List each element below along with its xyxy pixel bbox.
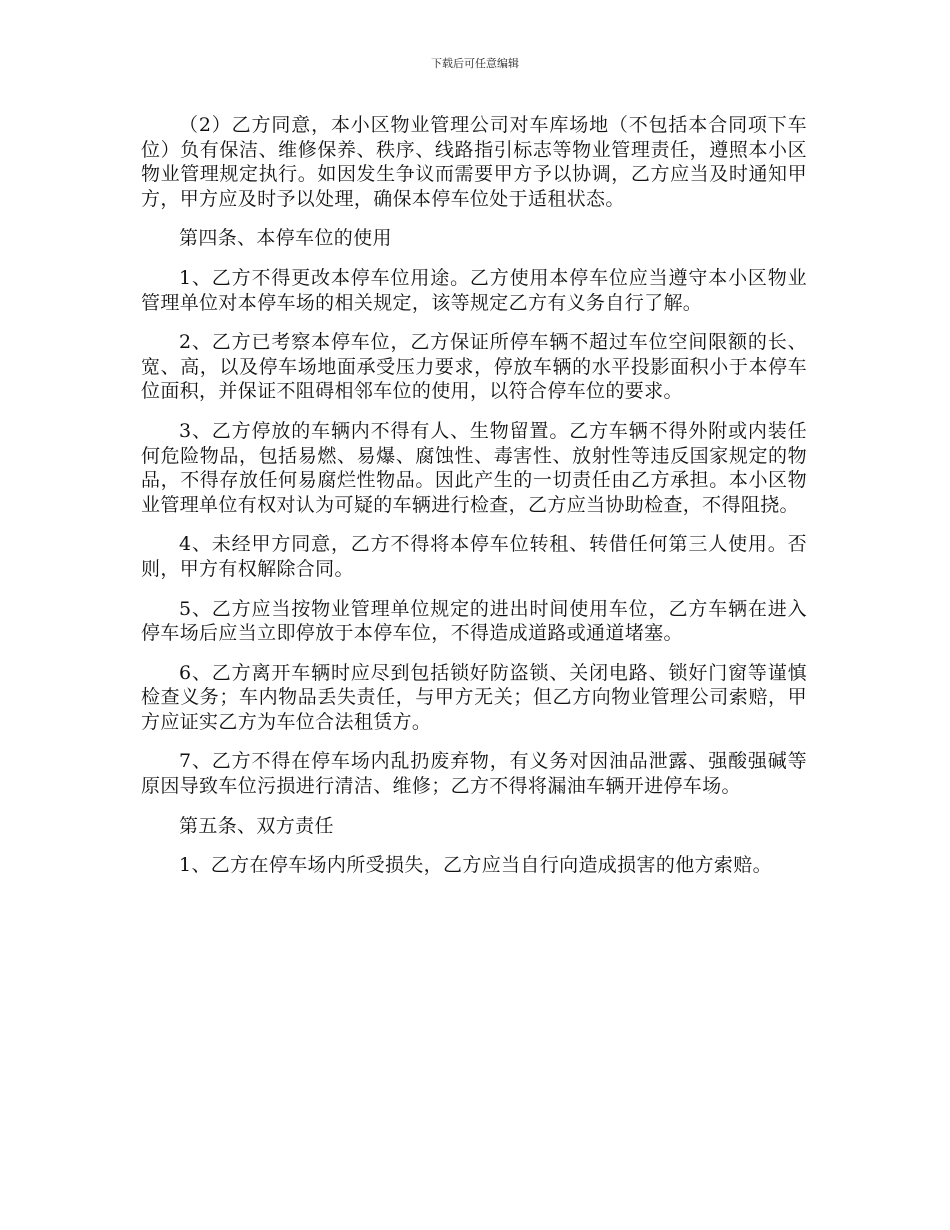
- paragraph-article-4-item-1: 1、乙方不得更改本停车位用途。乙方使用本停车位应当遵守本小区物业管理单位对本停车场的相关规定，该等规定乙方有义务自行了解。: [141, 266, 807, 314]
- page-header: 下载后可任意编辑: [431, 57, 519, 70]
- paragraph-clause-3-2: （2）乙方同意，本小区物业管理公司对车库场地（不包括本合同项下车位）负有保洁、维修保养、秩序、线路指引标志等物业管理责任，遵照本小区物业管理规定执行。如因发生争议而需要甲方予以协调，乙方应当及时通知甲方，甲方应及时予以处理，确保本停车位处于适租状态。: [141, 114, 807, 210]
- paragraph-article-4-item-3: 3、乙方停放的车辆内不得有人、生物留置。乙方车辆不得外附或内装任何危险物品，包括易燃、易爆、腐蚀性、毒害性、放射性等违反国家规定的物品，不得存放任何易腐烂性物品。因此产生的一切责任由乙方承担。本小区物业管理单位有权对认为可疑的车辆进行检查，乙方应当协助检查，不得阻挠。: [141, 419, 807, 516]
- section-heading-article-5: 第五条、双方责任: [179, 814, 334, 837]
- paragraph-article-5-item-1: 1、乙方在停车场内所受损失，乙方应当自行向造成损害的他方索赔。: [179, 854, 772, 877]
- paragraph-article-4-item-5: 5、乙方应当按物业管理单位规定的进出时间使用车位，乙方车辆在进入停车场后应当立即停放于本停车位，不得造成道路或通道堵塞。: [141, 597, 807, 645]
- document-body: [141, 113, 807, 893]
- paragraph-article-4-item-2: 2、乙方已考察本停车位，乙方保证所停车辆不超过车位空间限额的长、宽、高，以及停车场地面承受压力要求，停放车辆的水平投影面积小于本停车位面积，并保证不阻碍相邻车位的使用，以符合停车位的要求。: [141, 331, 807, 403]
- paragraph-article-4-item-7: 7、乙方不得在停车场内乱扔废弃物，有义务对因油品泄露、强酸强碱等原因导致车位污损进行清洁、维修；乙方不得将漏油车辆开进停车场。: [141, 750, 807, 798]
- paragraph-article-4-item-4: 4、未经甲方同意，乙方不得将本停车位转租、转借任何第三人使用。否则，甲方有权解除合同。: [141, 533, 807, 580]
- section-heading-article-4: 第四条、本停车位的使用: [179, 227, 392, 250]
- paragraph-article-4-item-6: 6、乙方离开车辆时应尽到包括锁好防盗锁、关闭电路、锁好门窗等谨慎检查义务；车内物品丢失责任，与甲方无关；但乙方向物业管理公司索赔，甲方应证实乙方为车位合法租赁方。: [141, 661, 807, 733]
